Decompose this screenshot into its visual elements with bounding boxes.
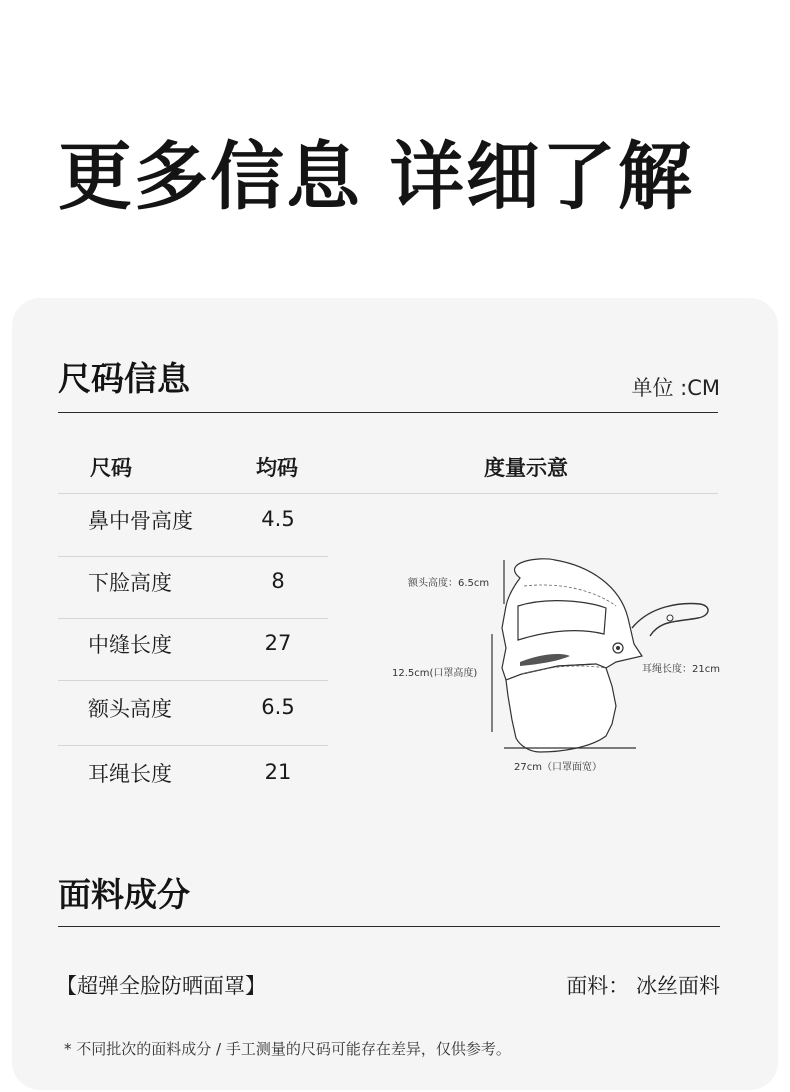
header-size: 尺码 bbox=[90, 456, 132, 480]
row-line bbox=[58, 680, 328, 681]
rope-stopper bbox=[667, 615, 673, 621]
page-headline: 更多信息 详细了解 bbox=[58, 134, 694, 220]
mask-height-label: 12.5cm(口罩高度) bbox=[392, 668, 478, 679]
info-card bbox=[12, 298, 778, 1090]
row-line bbox=[58, 618, 328, 619]
row-line bbox=[58, 556, 328, 557]
mask-width-label: 27cm（口罩面宽） bbox=[514, 762, 602, 773]
row-value: 6.5 bbox=[261, 695, 295, 719]
mask-lower-outline bbox=[506, 664, 616, 752]
row-value: 8 bbox=[271, 569, 285, 593]
row-value: 4.5 bbox=[261, 507, 295, 531]
header-one-size: 均码 bbox=[256, 456, 298, 480]
row-name: 下脸高度 bbox=[88, 571, 172, 595]
header-row-line bbox=[58, 493, 718, 494]
disclaimer-note: * 不同批次的面料成分 / 手工测量的尺码可能存在差异，仅供参考。 bbox=[64, 1040, 511, 1058]
fabric-section-divider bbox=[58, 926, 720, 927]
row-value: 21 bbox=[264, 760, 292, 784]
fabric-section-title: 面料成分 bbox=[58, 875, 190, 914]
row-name: 耳绳长度 bbox=[88, 762, 172, 786]
forehead-label: 额头高度：6.5cm bbox=[408, 578, 490, 589]
adjust-button-dot bbox=[616, 646, 620, 650]
row-name: 中缝长度 bbox=[88, 633, 172, 657]
row-name: 鼻中骨高度 bbox=[88, 509, 193, 533]
row-name: 额头高度 bbox=[88, 697, 172, 721]
mask-measurement-diagram bbox=[380, 556, 720, 786]
ear-rope-label: 耳绳长度：21cm bbox=[642, 664, 720, 675]
size-section-title: 尺码信息 bbox=[58, 359, 190, 398]
row-line bbox=[58, 745, 328, 746]
fabric-material: 面料： 冰丝面料 bbox=[566, 974, 720, 998]
header-diagram: 度量示意 bbox=[484, 456, 568, 480]
row-value: 27 bbox=[264, 631, 292, 655]
size-section-divider bbox=[58, 412, 718, 413]
product-name: 【超弹全脸防晒面罩】 bbox=[56, 974, 266, 998]
unit-label: 单位 :CM bbox=[631, 376, 720, 400]
